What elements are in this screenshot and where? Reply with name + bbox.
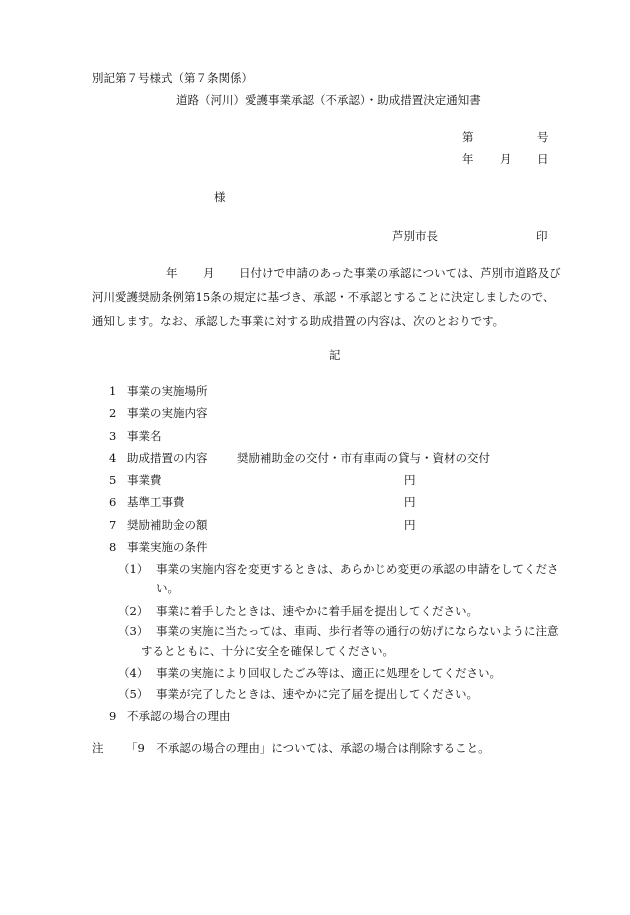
body-line-3: 通知します。なお、承認した事業に対する助成措置の内容は、次のとおりです。 (92, 314, 505, 328)
list-item (109, 383, 208, 399)
sender-name: 芦別市長 (392, 229, 438, 243)
form-label: 別記第７号様式（第７条関係） (92, 71, 253, 85)
list-item (109, 450, 208, 466)
condition-number: （1） (118, 562, 149, 576)
condition-continuation: するとともに、十分に安全を確保してください。 (141, 644, 394, 658)
item-label: 事業の実施場所 (127, 384, 208, 398)
condition-number: （3） (118, 624, 149, 638)
item-number: 8 (109, 540, 117, 554)
ki-heading: 記 (329, 348, 341, 362)
doc-number-prefix: 第 (462, 130, 474, 144)
list-item (109, 405, 208, 421)
doc-number-suffix: 号 (537, 130, 549, 144)
item-label: 不承認の場合の理由 (127, 709, 231, 723)
item-label: 基準工事費 (127, 495, 185, 509)
item-label: 事業実施の条件 (127, 540, 208, 554)
list-item (109, 517, 208, 533)
item-label: 事業の実施内容 (127, 406, 208, 420)
condition-text: 事業が完了したときは、速やかに完了届を提出してください。 (156, 687, 478, 701)
body-line-1: 日付けで申請のあった事業の承認については、芦別市道路及び (239, 266, 561, 280)
body-line-2: 河川愛護奨励条例第15条の規定に基づき、承認・不承認とすることに決定しましたので、 (92, 290, 555, 304)
condition-continuation: い。 (156, 581, 179, 595)
list-item (109, 472, 162, 488)
condition-number: （4） (118, 666, 149, 680)
note-text: 「9 不承認の場合の理由」については、承認の場合は削除すること。 (126, 741, 490, 755)
item-number: 5 (109, 473, 117, 487)
condition-text: 事業に着手したときは、速やかに着手届を提出してください。 (156, 604, 478, 618)
list-item (109, 539, 208, 555)
seal-mark: 印 (536, 229, 548, 243)
item-value-subsidy-types: 奨励補助金の交付・市有車両の貸与・資材の交付 (237, 451, 490, 465)
list-item (109, 708, 231, 724)
body-date-year: 年 (166, 266, 178, 280)
body-date-month: 月 (203, 266, 215, 280)
date-day: 日 (537, 152, 549, 166)
date-year: 年 (462, 152, 474, 166)
addressee-honorific: 様 (214, 190, 226, 204)
item-number: 7 (109, 518, 117, 532)
item-number: 1 (109, 384, 117, 398)
condition-number: （5） (118, 687, 149, 701)
note-label: 注 (92, 741, 104, 755)
item-label: 事業費 (127, 473, 162, 487)
item-label: 奨励補助金の額 (127, 518, 208, 532)
item-label: 事業名 (127, 429, 162, 443)
yen-unit: 円 (404, 495, 416, 509)
condition-text: 事業の実施により回収したごみ等は、適正に処理をしてください。 (156, 666, 501, 680)
condition-text: 事業の実施に当たっては、車両、歩行者等の通行の妨げにならないように注意 (156, 624, 559, 638)
list-item (109, 428, 162, 444)
condition-text: 事業の実施内容を変更するときは、あらかじめ変更の承認の申請をしてくださ (156, 562, 559, 576)
item-number: 9 (109, 709, 117, 723)
list-item (109, 494, 185, 510)
item-number: 3 (109, 429, 117, 443)
yen-unit: 円 (404, 473, 416, 487)
date-month: 月 (500, 152, 512, 166)
item-number: 6 (109, 495, 117, 509)
yen-unit: 円 (404, 518, 416, 532)
item-label: 助成措置の内容 (127, 451, 208, 465)
item-number: 4 (109, 451, 117, 465)
item-number: 2 (109, 406, 117, 420)
condition-number: （2） (118, 604, 149, 618)
document-title: 道路（河川）愛護事業承認（不承認）・助成措置決定通知書 (176, 93, 481, 107)
